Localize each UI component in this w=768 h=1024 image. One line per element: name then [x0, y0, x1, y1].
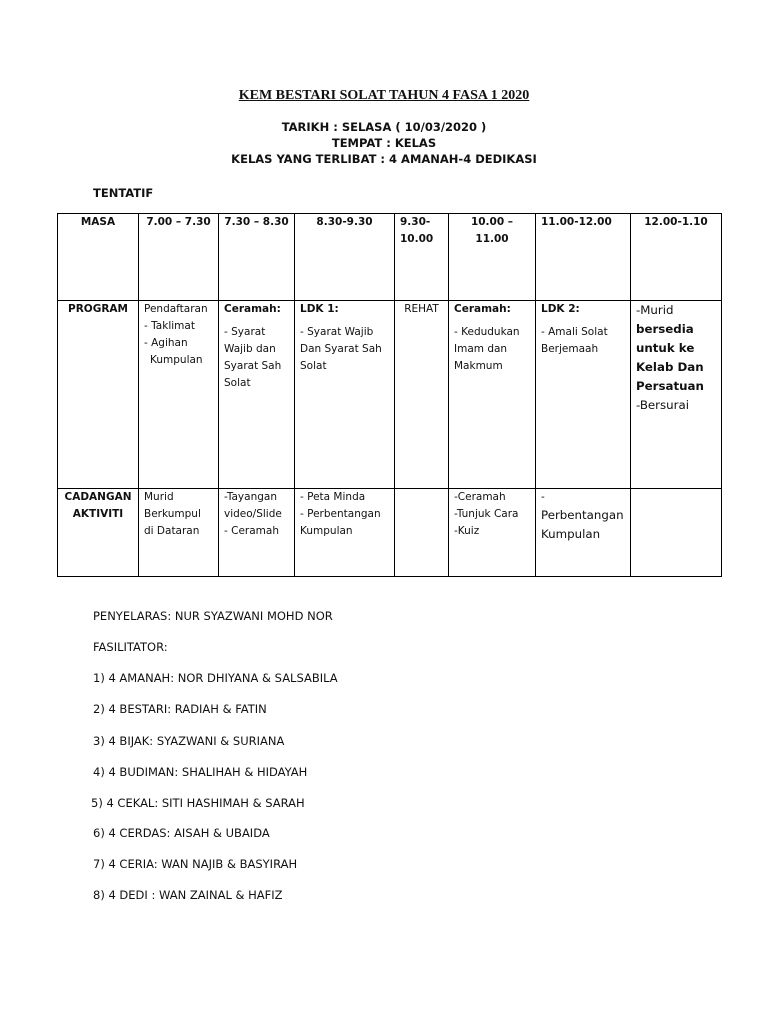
cell-line: - Ceramah [224, 525, 279, 537]
row-label-masa: MASA [58, 214, 139, 301]
cell-line: - Agihan [144, 337, 188, 349]
cell-line: Syarat Sah [224, 360, 282, 372]
cell-line: - Taklimat [144, 320, 195, 332]
row-label-program: PROGRAM [58, 301, 139, 489]
cell-line: -Murid [636, 303, 674, 317]
cell-line: Dan Syarat Sah [300, 343, 382, 355]
cadangan-cell-empty [631, 489, 722, 577]
cell-line: Pendaftaran [144, 303, 208, 315]
penyelaras-line: PENYELARAS: NUR SYAZWANI MOHD NOR [93, 609, 333, 623]
fasilitator-item: 2) 4 BESTARI: RADIAH & FATIN [93, 702, 267, 716]
cell-line: Perbentangan [541, 508, 624, 522]
cell-line: Solat [300, 360, 327, 372]
meta-tempat: TEMPAT : KELAS [331, 136, 437, 150]
fasilitator-item: 7) 4 CERIA: WAN NAJIB & BASYIRAH [93, 857, 298, 871]
meta-tarikh: TARIKH : SELASA ( 10/03/2020 ) [281, 120, 487, 134]
cell-line: -Tunjuk Cara [454, 508, 519, 520]
cell-line: bersedia [636, 322, 694, 336]
cell-line: - Syarat Wajib [300, 326, 374, 338]
program-cell [631, 301, 722, 489]
cell-line: Kumpulan [300, 525, 353, 537]
cadangan-cell [139, 489, 219, 577]
cadangan-cell [295, 489, 395, 577]
cell-line: AKTIVITI [72, 508, 124, 520]
tentatif-heading: TENTATIF [93, 186, 154, 200]
cell-heading: LDK 1: [300, 303, 339, 315]
cadangan-cell [449, 489, 536, 577]
time-cell: 7.00 – 7.30 [139, 214, 219, 301]
cell-line: - Amali Solat [541, 326, 608, 338]
cell-line: video/Slide [224, 508, 282, 520]
cadangan-cell [536, 489, 631, 577]
program-cell [139, 301, 219, 489]
cell-line: Imam dan [454, 343, 508, 355]
program-cell [449, 301, 536, 489]
time-cell [395, 214, 449, 301]
cell-line: - Peta Minda [300, 491, 366, 503]
program-cell [295, 301, 395, 489]
program-cell [536, 301, 631, 489]
fasilitator-item: 6) 4 CERDAS: AISAH & UBAIDA [93, 826, 270, 840]
cell-line: -Kuiz [454, 525, 480, 537]
cell-line: - Perbentangan [300, 508, 381, 520]
time-cell: 12.00-1.10 [631, 214, 722, 301]
cell-line: Kelab Dan [636, 360, 704, 374]
cell-line: Berkumpul [144, 508, 201, 520]
fasilitator-item: 8) 4 DEDI : WAN ZAINAL & HAFIZ [93, 888, 283, 902]
cell-line: Kumpulan [541, 527, 601, 541]
cell-heading: LDK 2: [541, 303, 580, 315]
document-title: KEM BESTARI SOLAT TAHUN 4 FASA 1 2020 [238, 88, 530, 103]
cadangan-cell [219, 489, 295, 577]
cell-line: - [541, 491, 545, 503]
cell-line: untuk ke [636, 341, 695, 355]
cell-line: CADANGAN [64, 491, 132, 503]
cell-line: Murid [144, 491, 174, 503]
time-line: 9.30- [400, 216, 431, 228]
program-cell [219, 301, 295, 489]
table-row-cadangan [58, 489, 722, 577]
row-label-cadangan [58, 489, 139, 577]
fasilitator-item: 3) 4 BIJAK: SYAZWANI & SURIANA [93, 734, 285, 748]
cell-line: - Syarat [224, 326, 266, 338]
cell-line: -Ceramah [454, 491, 506, 503]
cell-line: Solat [224, 377, 251, 389]
cell-line: Kumpulan [150, 354, 203, 366]
time-cell: 11.00-12.00 [536, 214, 631, 301]
cadangan-cell-empty [395, 489, 449, 577]
schedule-table [57, 213, 722, 577]
time-cell: 7.30 – 8.30 [219, 214, 295, 301]
fasilitator-item: 5) 4 CEKAL: SITI HASHIMAH & SARAH [91, 796, 305, 810]
cell-line: - Kedudukan [454, 326, 520, 338]
cell-line: Persatuan [636, 379, 704, 393]
cell-heading: Ceramah: [224, 303, 281, 315]
cell-line: Makmum [454, 360, 503, 372]
cell-line: Berjemaah [541, 343, 599, 355]
fasilitator-item: 4) 4 BUDIMAN: SHALIHAH & HIDAYAH [93, 765, 308, 779]
cell-line: -Tayangan [224, 491, 277, 503]
cell-heading: Ceramah: [454, 303, 511, 315]
time-cell: 8.30-9.30 [295, 214, 395, 301]
cell-line: di Dataran [144, 525, 200, 537]
cell-line: Wajib dan [224, 343, 276, 355]
cell-line: -Bersurai [636, 398, 690, 412]
fasilitator-heading: FASILITATOR: [93, 640, 168, 654]
meta-kelas: KELAS YANG TERLIBAT : 4 AMANAH-4 DEDIKASI [231, 152, 537, 166]
time-cell: 10.00 – 11.00 [449, 214, 536, 301]
time-line: 10.00 [400, 233, 434, 245]
program-cell: REHAT [395, 301, 449, 489]
table-row-program [58, 301, 722, 489]
table-row-masa [58, 214, 722, 301]
fasilitator-item: 1) 4 AMANAH: NOR DHIYANA & SALSABILA [93, 671, 338, 685]
